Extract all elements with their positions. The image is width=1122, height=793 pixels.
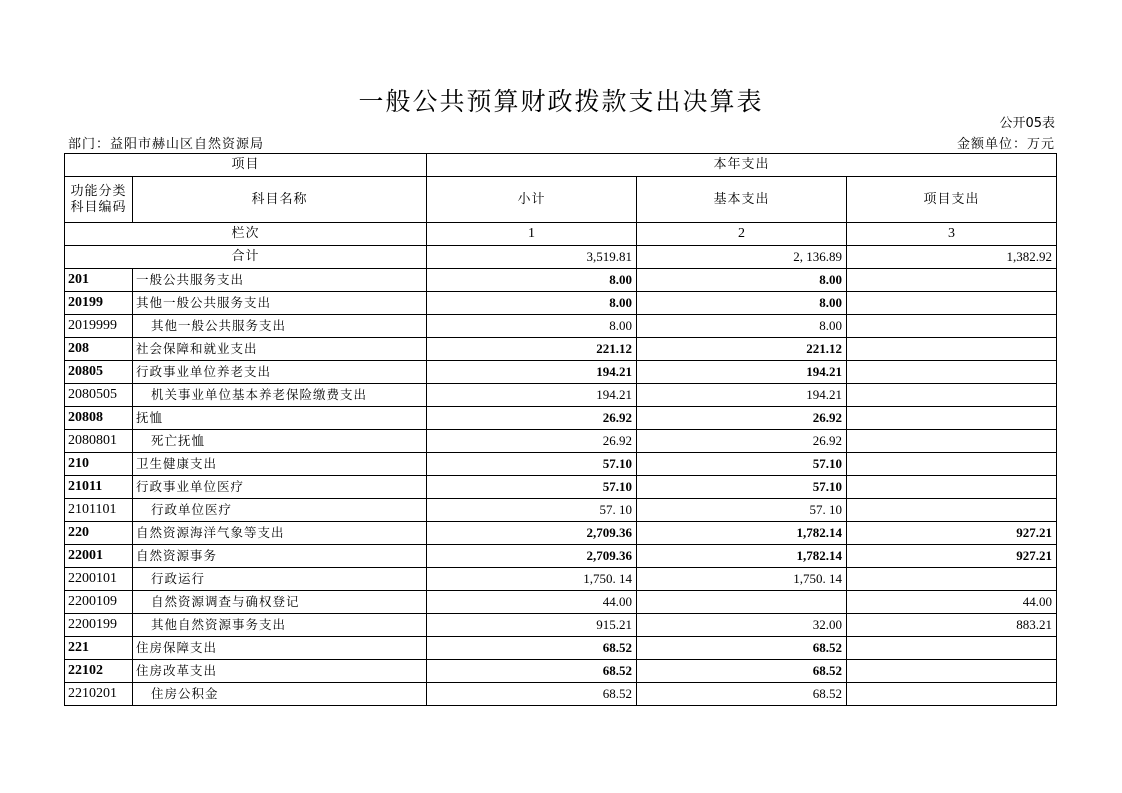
subtotal-value: 68.52 xyxy=(427,660,637,683)
project-value xyxy=(847,430,1057,453)
subject-name: 死亡抚恤 xyxy=(133,430,427,453)
subject-code: 2200199 xyxy=(65,614,133,637)
subtotal-value: 44.00 xyxy=(427,591,637,614)
project-value xyxy=(847,568,1057,591)
subject-name: 行政运行 xyxy=(133,568,427,591)
subtotal-value: 221.12 xyxy=(427,338,637,361)
subtotal-value: 2,709.36 xyxy=(427,522,637,545)
subject-name: 住房保障支出 xyxy=(133,637,427,660)
table-row xyxy=(65,568,1057,591)
subtotal-value: 26.92 xyxy=(427,407,637,430)
subtotal-value: 915.21 xyxy=(427,614,637,637)
subject-code: 2019999 xyxy=(65,315,133,338)
subtotal-value: 1,750. 14 xyxy=(427,568,637,591)
total-row xyxy=(65,246,1057,269)
table-row xyxy=(65,292,1057,315)
column-index-3: 3 xyxy=(847,223,1057,246)
subtotal-value: 57. 10 xyxy=(427,499,637,522)
basic-value xyxy=(637,591,847,614)
basic-value: 68.52 xyxy=(637,683,847,706)
subject-name: 其他自然资源事务支出 xyxy=(133,614,427,637)
project-value xyxy=(847,660,1057,683)
subject-code: 20805 xyxy=(65,361,133,384)
table-row xyxy=(65,453,1057,476)
table-row xyxy=(65,361,1057,384)
table-row xyxy=(65,660,1057,683)
project-value xyxy=(847,269,1057,292)
table-row xyxy=(65,522,1057,545)
subtotal-value: 68.52 xyxy=(427,637,637,660)
project-value xyxy=(847,315,1057,338)
basic-value: 1,782.14 xyxy=(637,545,847,568)
basic-value: 68.52 xyxy=(637,660,847,683)
basic-value: 1,782.14 xyxy=(637,522,847,545)
subject-name: 住房公积金 xyxy=(133,683,427,706)
subject-code: 2080801 xyxy=(65,430,133,453)
project-value xyxy=(847,361,1057,384)
basic-value: 8.00 xyxy=(637,292,847,315)
total-label: 合计 xyxy=(65,246,427,269)
basic-value: 8.00 xyxy=(637,269,847,292)
subject-code: 201 xyxy=(65,269,133,292)
column-index-row xyxy=(65,223,1057,246)
current-year-header: 本年支出 xyxy=(427,154,1057,177)
department-label: 部门：益阳市赫山区自然资源局 xyxy=(68,137,265,152)
form-number: 公开05表 xyxy=(999,116,1055,131)
column-index-1: 1 xyxy=(427,223,637,246)
subject-name: 其他一般公共服务支出 xyxy=(133,292,427,315)
subject-code: 2080505 xyxy=(65,384,133,407)
project-value: 927.21 xyxy=(847,522,1057,545)
subject-name: 行政事业单位医疗 xyxy=(133,476,427,499)
subject-name: 社会保障和就业支出 xyxy=(133,338,427,361)
subject-code: 20199 xyxy=(65,292,133,315)
subtotal-value: 194.21 xyxy=(427,384,637,407)
total-basic: 2, 136.89 xyxy=(637,246,847,269)
basic-value: 8.00 xyxy=(637,315,847,338)
subject-name: 自然资源海洋气象等支出 xyxy=(133,522,427,545)
subtotal-value: 8.00 xyxy=(427,315,637,338)
total-project: 1,382.92 xyxy=(847,246,1057,269)
page-title: 一般公共预算财政拨款支出决算表 xyxy=(358,87,764,116)
table-row xyxy=(65,545,1057,568)
basic-value: 57.10 xyxy=(637,476,847,499)
column-index-2: 2 xyxy=(637,223,847,246)
table-row xyxy=(65,338,1057,361)
project-value xyxy=(847,476,1057,499)
project-value xyxy=(847,637,1057,660)
subtotal-value: 2,709.36 xyxy=(427,545,637,568)
expenditure-table xyxy=(64,153,1057,706)
basic-value: 221.12 xyxy=(637,338,847,361)
subject-code: 221 xyxy=(65,637,133,660)
project-value xyxy=(847,338,1057,361)
subject-name: 抚恤 xyxy=(133,407,427,430)
table-row xyxy=(65,269,1057,292)
basic-value: 1,750. 14 xyxy=(637,568,847,591)
project-value xyxy=(847,683,1057,706)
subject-name: 自然资源调查与确权登记 xyxy=(133,591,427,614)
project-value xyxy=(847,407,1057,430)
subject-name: 行政事业单位养老支出 xyxy=(133,361,427,384)
subject-name: 卫生健康支出 xyxy=(133,453,427,476)
project-value: 44.00 xyxy=(847,591,1057,614)
subject-code: 210 xyxy=(65,453,133,476)
subject-name: 自然资源事务 xyxy=(133,545,427,568)
project-value xyxy=(847,292,1057,315)
subject-code: 208 xyxy=(65,338,133,361)
subject-name-header: 科目名称 xyxy=(133,177,427,223)
subject-code: 20808 xyxy=(65,407,133,430)
header-row-1 xyxy=(65,154,1057,177)
project-value: 927.21 xyxy=(847,545,1057,568)
amount-unit-label: 金额单位：万元 xyxy=(956,137,1055,152)
subtotal-value: 26.92 xyxy=(427,430,637,453)
table-row xyxy=(65,683,1057,706)
project-value xyxy=(847,384,1057,407)
project-value xyxy=(847,499,1057,522)
table-row xyxy=(65,407,1057,430)
project-exp-header: 项目支出 xyxy=(847,177,1057,223)
subtotal-value: 8.00 xyxy=(427,292,637,315)
basic-header: 基本支出 xyxy=(637,177,847,223)
basic-value: 194.21 xyxy=(637,361,847,384)
basic-value: 68.52 xyxy=(637,637,847,660)
column-index-label: 栏次 xyxy=(65,223,427,246)
table-row xyxy=(65,499,1057,522)
total-subtotal: 3,519.81 xyxy=(427,246,637,269)
table-row xyxy=(65,430,1057,453)
subtotal-value: 68.52 xyxy=(427,683,637,706)
subject-code: 2200101 xyxy=(65,568,133,591)
subject-name: 一般公共服务支出 xyxy=(133,269,427,292)
project-value xyxy=(847,453,1057,476)
subject-name: 行政单位医疗 xyxy=(133,499,427,522)
subject-code: 2210201 xyxy=(65,683,133,706)
func-code-header: 功能分类科目编码 xyxy=(65,177,133,223)
subtotal-value: 8.00 xyxy=(427,269,637,292)
subject-code: 220 xyxy=(65,522,133,545)
subtotal-value: 57.10 xyxy=(427,476,637,499)
subject-code: 22001 xyxy=(65,545,133,568)
basic-value: 32.00 xyxy=(637,614,847,637)
basic-value: 26.92 xyxy=(637,430,847,453)
basic-value: 194.21 xyxy=(637,384,847,407)
subject-name: 其他一般公共服务支出 xyxy=(133,315,427,338)
subtotal-value: 194.21 xyxy=(427,361,637,384)
table-row xyxy=(65,476,1057,499)
table-row xyxy=(65,614,1057,637)
basic-value: 57. 10 xyxy=(637,499,847,522)
subtotal-header: 小计 xyxy=(427,177,637,223)
subject-name: 住房改革支出 xyxy=(133,660,427,683)
basic-value: 57.10 xyxy=(637,453,847,476)
subject-code: 2200109 xyxy=(65,591,133,614)
table-row xyxy=(65,315,1057,338)
table-row xyxy=(65,637,1057,660)
subject-code: 22102 xyxy=(65,660,133,683)
project-header: 项目 xyxy=(65,154,427,177)
table-row xyxy=(65,384,1057,407)
project-value: 883.21 xyxy=(847,614,1057,637)
subtotal-value: 57.10 xyxy=(427,453,637,476)
header-row-2 xyxy=(65,177,1057,223)
subject-name: 机关事业单位基本养老保险缴费支出 xyxy=(133,384,427,407)
subject-code: 21011 xyxy=(65,476,133,499)
basic-value: 26.92 xyxy=(637,407,847,430)
table-row xyxy=(65,591,1057,614)
subject-code: 2101101 xyxy=(65,499,133,522)
